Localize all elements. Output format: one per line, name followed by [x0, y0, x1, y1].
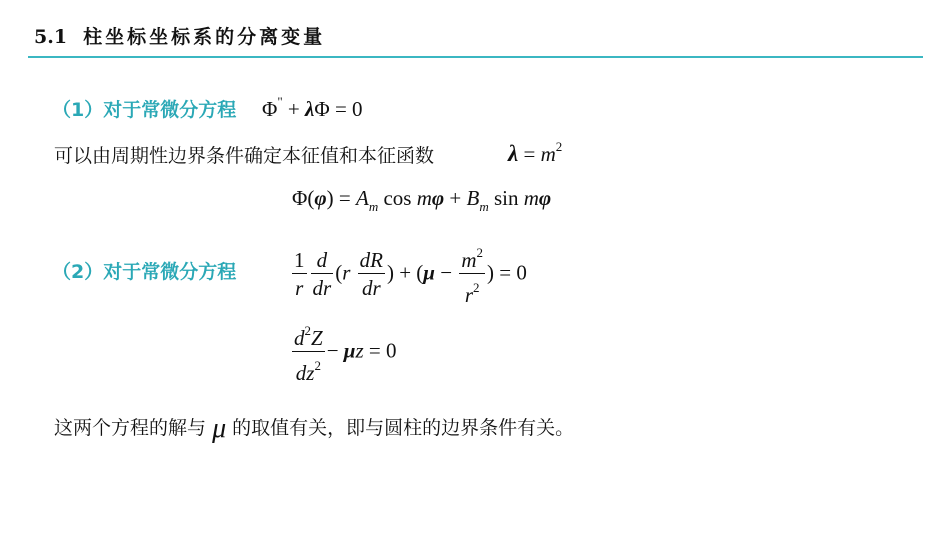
axial-equation: $\frac{d^2Z}{dz^2}$ − μz = 0 — [294, 323, 397, 385]
section-title: 柱坐标坐标系的分离变量 — [83, 26, 326, 48]
section1-text: 可以由周期性边界条件确定本征值和本征函数 — [54, 145, 435, 167]
conclusion-before: 这两个方程的解与 — [54, 417, 207, 439]
eigenfunction-equation: $\Phi(\varphi) = A_m$ $\cos m\varphi + B_m$ sin mφ — [292, 186, 552, 214]
conclusion-after: 的取值有关，即与圆柱的边界条件有关。 — [232, 417, 575, 439]
section1-label: （1）对于常微分方程 — [52, 99, 237, 121]
radial-equation: $\frac{1}{r}$ $\frac{d}{dr}$ (r $\frac{dR}{dr}$ ) + (μ − $\frac{m^2}{r^2}$ ) = 0 — [294, 245, 527, 307]
eigenvalue-equation: $\lambda = m^2$ — [508, 139, 563, 166]
slide-header — [34, 22, 325, 49]
section-number: 5.1 — [34, 26, 68, 48]
conclusion-text — [54, 413, 574, 445]
section2-label: （2）对于常微分方程 — [52, 261, 237, 283]
mu-symbol: μ — [212, 413, 227, 444]
section1-equation: Φ" + λΦ = 0 — [262, 94, 363, 121]
header-divider — [28, 56, 923, 58]
